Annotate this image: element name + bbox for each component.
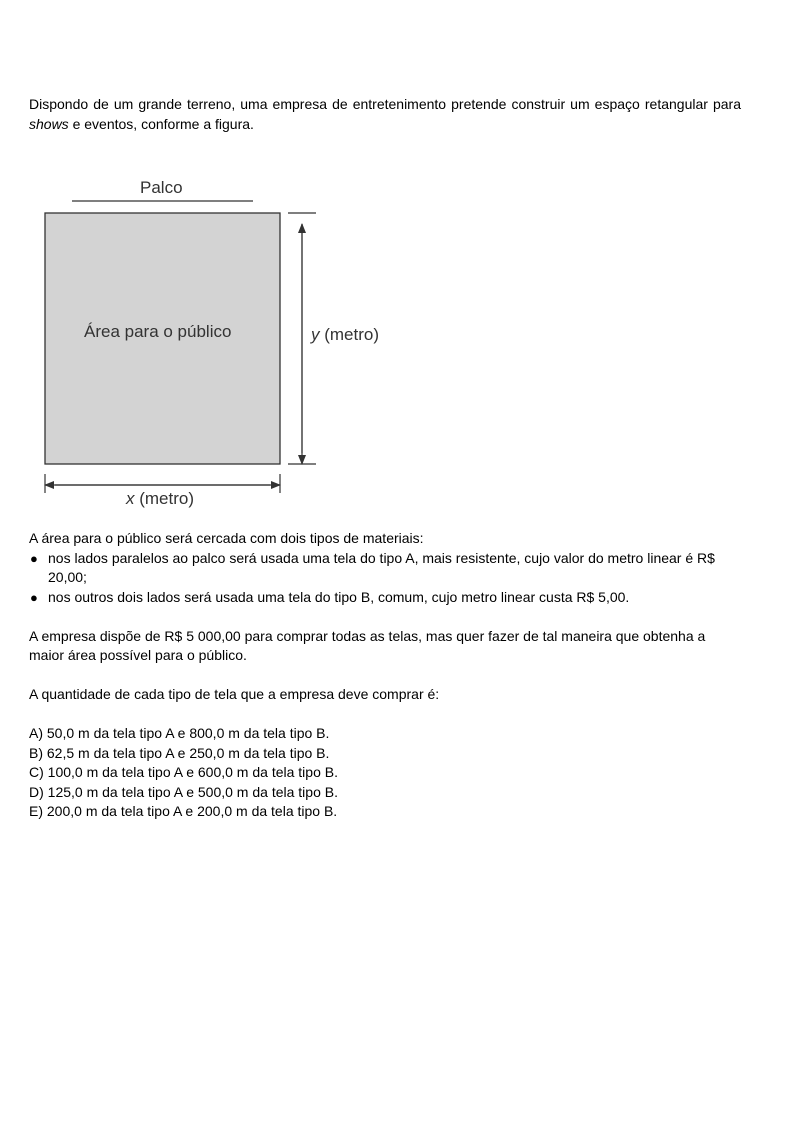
question-page (29, 95, 741, 822)
x-variable: x (126, 489, 135, 508)
public-area-label: Área para o público (84, 322, 232, 341)
intro-text (29, 95, 741, 134)
x-dimension-label (126, 489, 194, 509)
stage-label: Palco (140, 178, 183, 197)
option-c[interactable]: C) 100,0 m da tela tipo A e 600,0 m da tela tipo B. (29, 764, 338, 780)
option-d[interactable]: D) 125,0 m da tela tipo A e 500,0 m da tela tipo B. (29, 783, 338, 800)
bullet-dot: ● (30, 589, 38, 605)
materials-intro: A área para o público será cercada com dois tipos de materiais: (29, 530, 424, 546)
question-text: A quantidade de cada tipo de tela que a empresa deve comprar é: (29, 686, 440, 702)
material-bullet-b (29, 588, 741, 608)
option-e[interactable]: E) 200,0 m da tela tipo A e 200,0 m da tela tipo B. (29, 803, 338, 819)
material-bullet-b-text: nos outros dois lados será usada uma tela do tipo B, comum, cujo metro linear custa R$ 5,00. (48, 588, 630, 605)
intro-emphasis: shows (29, 115, 69, 132)
materials-list (29, 549, 741, 608)
material-bullet-a (29, 549, 741, 588)
option-b[interactable]: B) 62,5 m da tela tipo A e 250,0 m da tela tipo B. (29, 744, 330, 761)
answer-options (29, 724, 741, 822)
y-variable: y (311, 325, 320, 344)
bullet-dot: ● (30, 550, 38, 566)
event-space-diagram (0, 167, 420, 527)
y-dimension-label (311, 325, 379, 345)
event-space-figure (29, 167, 429, 527)
budget-text: A empresa dispõe de R$ 5 000,00 para comprar todas as telas, mas quer fazer de tal maneira que obtenha a maior área possível para o público. (29, 627, 706, 663)
intro-part1: Dispondo de um grande terreno, uma empresa de entretenimento pretende construir um espaço retangular para (29, 96, 741, 112)
x-unit: (metro) (134, 489, 194, 508)
option-a[interactable]: A) 50,0 m da tela tipo A e 800,0 m da tela tipo B. (29, 725, 330, 741)
material-bullet-a-text: nos lados paralelos ao palco será usada uma tela do tipo A, mais resistente, cujo valor do metro linear é R$ 20,00; (48, 549, 715, 585)
intro-part2: e eventos, conforme a figura. (68, 115, 254, 132)
y-unit: (metro) (319, 325, 379, 344)
